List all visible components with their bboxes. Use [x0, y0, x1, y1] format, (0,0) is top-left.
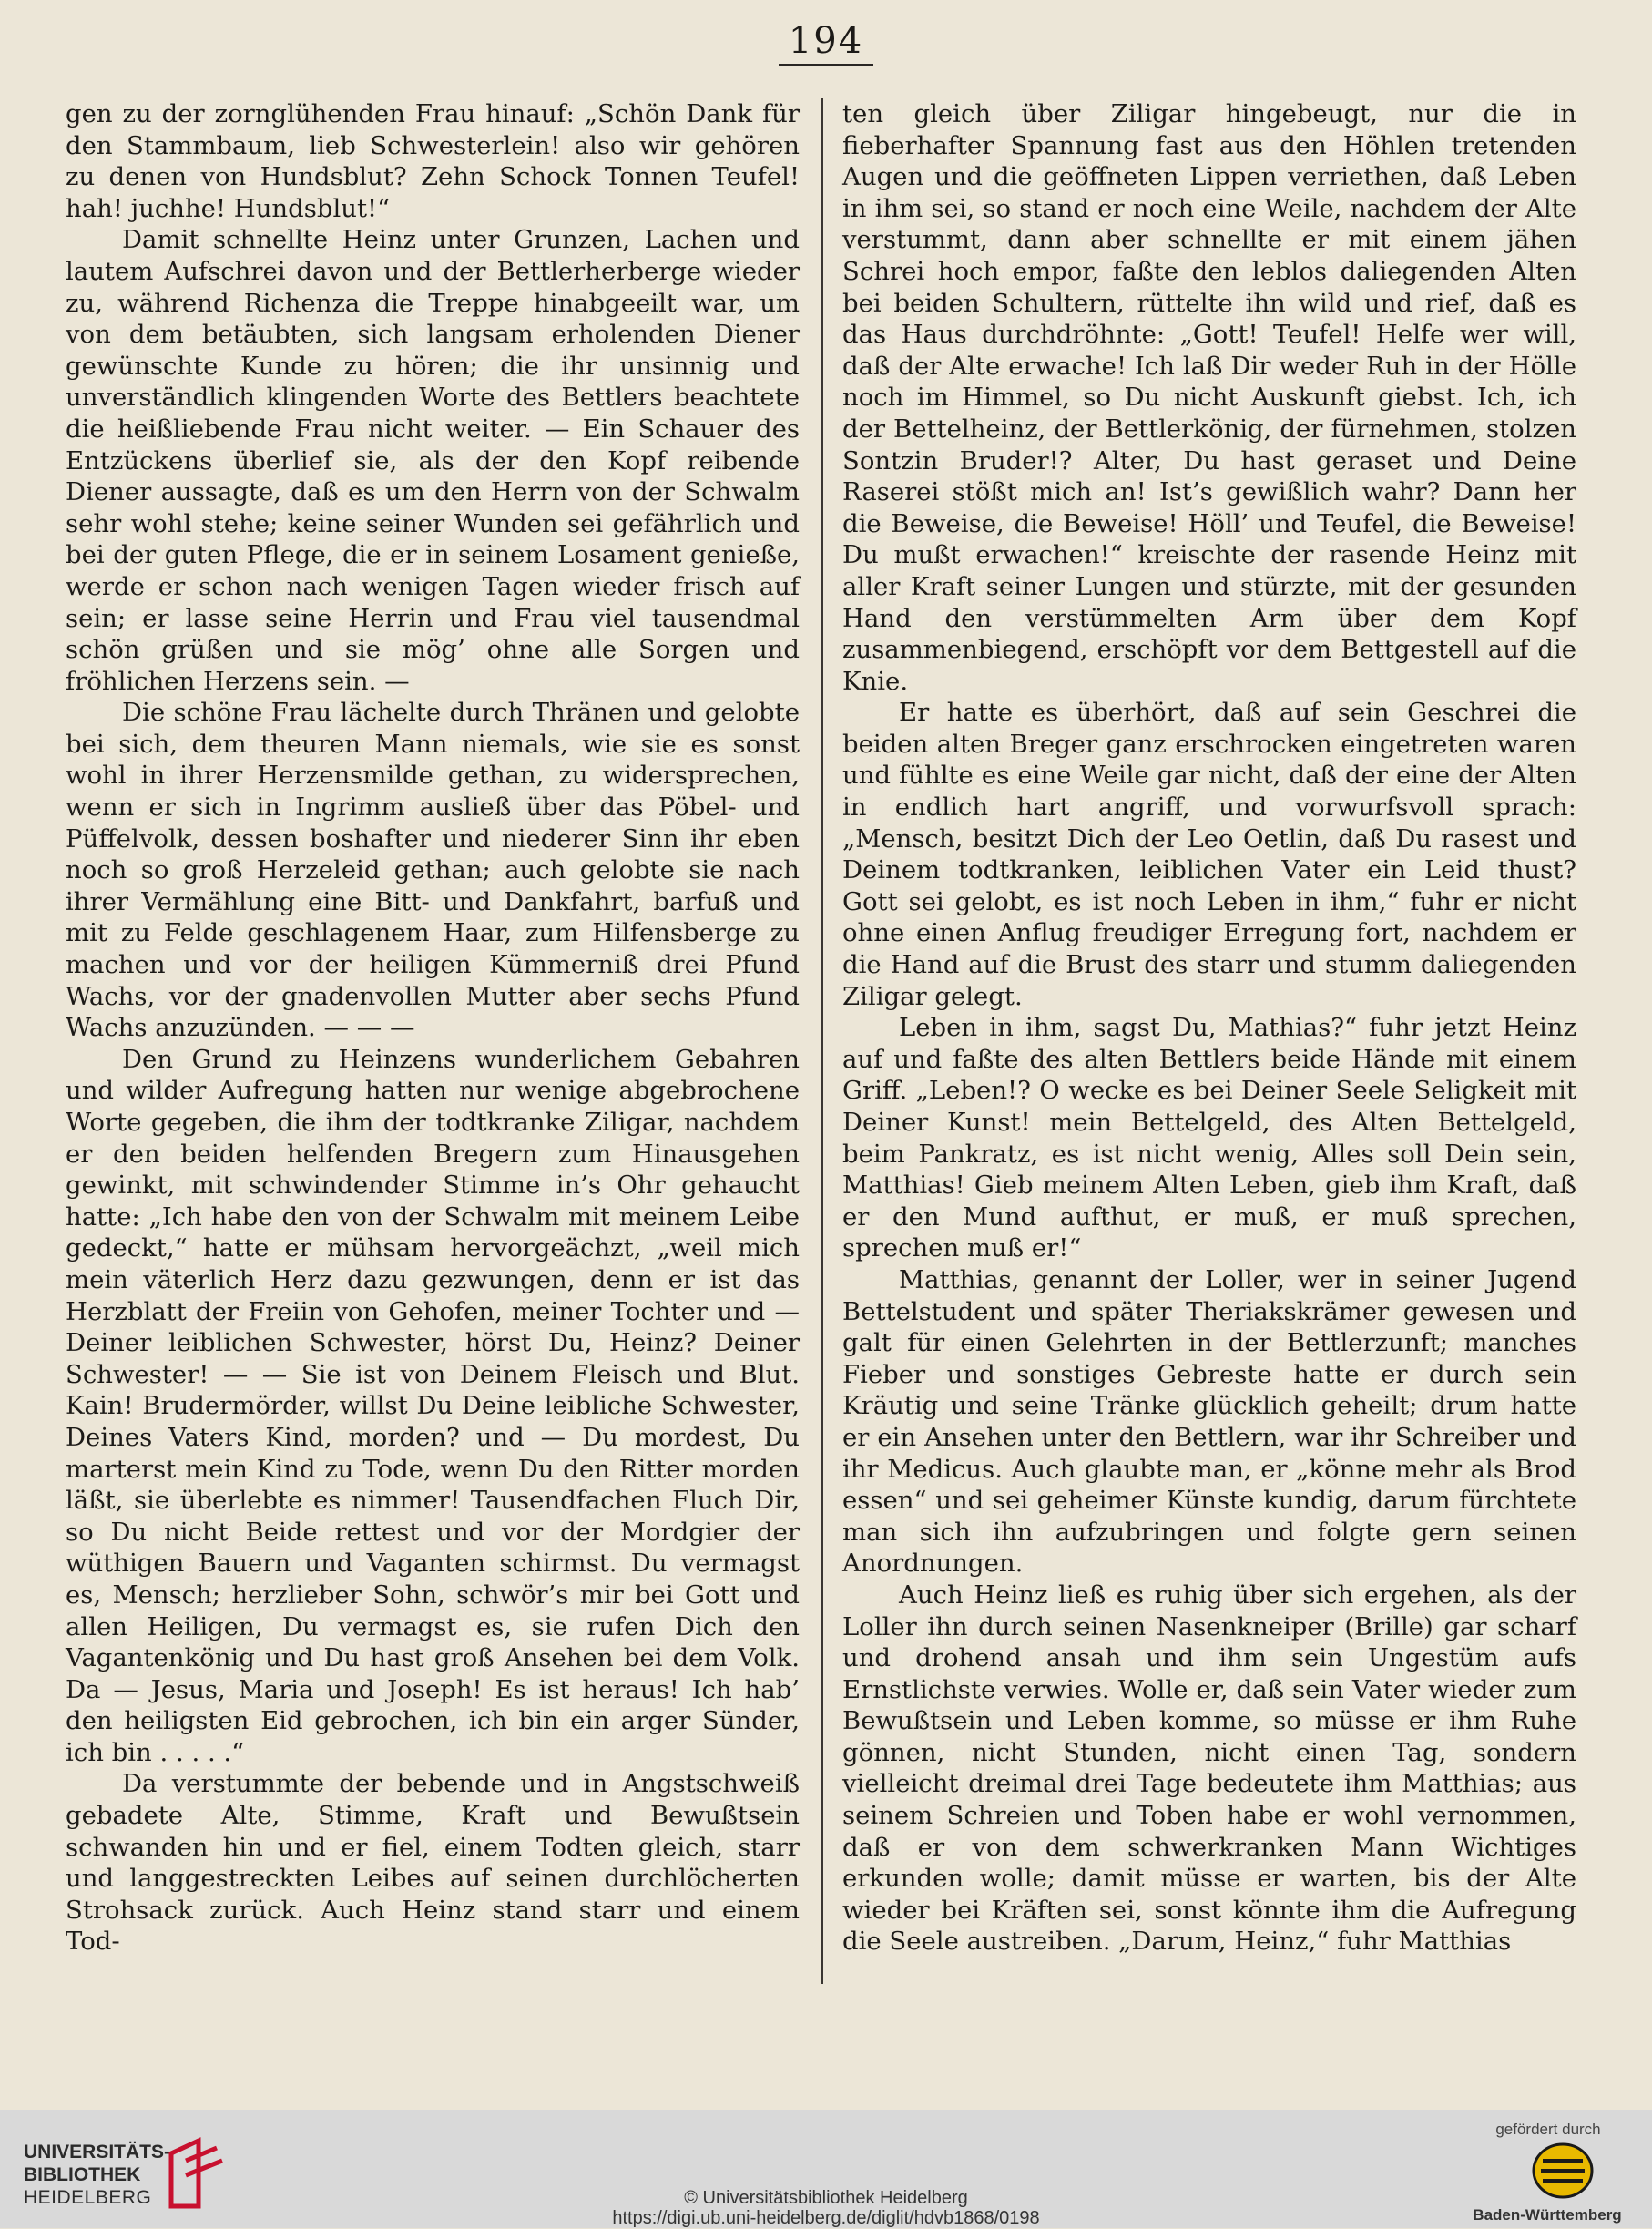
page-number: 194	[788, 20, 864, 62]
left-paragraph-1: gen zu der zornglühenden Frau hinauf: „Schön Dank für den Stammbaum, lieb Schwesterlein! also wir gehören zu denen von Hundsblut? Zehn Schock Tonnen Teufel! hah! juchhe! Hundsblut!“	[66, 99, 800, 223]
library-name-line3: HEIDELBERG	[24, 2187, 152, 2208]
left-paragraph-5: Da verstummte der bebende und in Angstschweiß gebadete Alte, Stimme, Kraft und Bewußtsein schwanden hin und er fiel, einem Todten gleich, starr und langgestreckten Leibes auf seinen durchlöcherten Strohsack zurück. Auch Heinz stand starr und einem Tod-	[66, 1769, 800, 1957]
funded-by-label: gefördert durch	[1495, 2121, 1601, 2138]
permalink-url[interactable]: https://digi.ub.uni-heidelberg.de/diglit/hdvb1868/0198	[612, 2208, 1040, 2228]
viewer-footer	[0, 2110, 1652, 2228]
right-paragraph-2: Er hatte es überhört, daß auf sein Geschrei die beiden alten Breger ganz erschrocken eingetreten waren und fühlte es eine Weile gar nicht, daß der eine der Alten in endlich hart angriff, und vorwurfsvoll sprach: „Mensch, besitzt Dich der Leo Oetlin, daß Du rasest und Deinem todtkranken, leiblichen Vater ein Leid thust? Gott sei gelobt, es ist noch Leben in ihm,“ fuhr er nicht ohne einen Anflug freudiger Erregung fort, nachdem er die Hand auf die Brust des starr und stumm daliegenden Ziligar gelegt.	[842, 698, 1576, 1011]
right-paragraph-4: Matthias, genannt der Loller, wer in seiner Jugend Bettelstudent und später Theriakskrämer gewesen und galt für einen Gelehrten in der Bettlerzunft; manches Fieber und sonstiges Gebreste hatte er durch sein Kräutig und seine Tränke glücklich geheilt; drum hatte er ein Ansehen unter den Bettlern, war ihr Schreiber und ihr Medicus. Auch glaubte man, er „könne mehr als Brod essen“ und sei geheimer Künste kundig, darum fürchtete man sich ihn aufzubringen und folgte gern seinen Anordnungen.	[842, 1264, 1576, 1579]
library-name-line1: UNIVERSITÄTS-	[24, 2142, 171, 2163]
column-divider	[821, 98, 823, 1984]
copyright-notice: © Universitätsbibliothek Heidelberg	[684, 2188, 968, 2208]
left-paragraph-3: Die schöne Frau lächelte durch Thränen und gelobte bei sich, dem theuren Mann niemals, wie sie es sonst wohl in ihrer Herzensmilde gethan, zu widersprechen, wenn er sich in Ingrimm ausließ über das Pöbel- und Püffelvolk, dessen boshafter und niederer Sinn ihr eben noch so groß Herzeleid gethan; auch gelobte sie nach ihrer Vermählung eine Bitt- und Dankfahrt, barfuß und mit zu Felde geschlagenem Haar, zum Hilfensberge zu machen und vor der heiligen Kümmerniß drei Pfund Wachs, vor der gnadenvollen Mutter aber sechs Pfund Wachs anzuzünden. — — —	[66, 698, 800, 1043]
right-paragraph-3: Leben in ihm, sagst Du, Mathias?“ fuhr jetzt Heinz auf und faßte des alten Bettlers beide Hände mit einem Griff. „Leben!? O wecke es bei Deiner Seele Seligkeit mit Deiner Kunst! mein Bettelgeld, des Alten Bettelgeld, beim Pankratz, es ist nicht wenig, Alles soll Dein sein, Matthias! Gieb meinem Alten Leben, gieb ihm Kraft, daß er den Mund aufthut, er muß, er muß sprechen, sprechen muß er!“	[842, 1013, 1576, 1263]
right-paragraph-5: Auch Heinz ließ es ruhig über sich ergehen, als der Loller ihn durch seinen Nasenkneiper (Brille) gar scharf und drohend ansah und ihm sein Ungestüm aufs Ernstlichste verwies. Wolle er, daß sein Vater wieder zum Bewußtsein und Leben komme, so müsse er ihm Ruhe gönnen, nicht Stunden, nicht einen Tag, sondern vielleicht dreimal drei Tage bedeutete ihm Matthias; aus seinem Schreien und Toben habe er wohl vernommen, daß er von dem schwerkranken Mann Wichtiges erkunden wolle; damit müsse er warten, bis der Alte wieder bei Kräften sei, sonst könnte ihm die Aufregung die Seele austreiben. „Darum, Heinz,“ fuhr Matthias	[842, 1580, 1576, 1957]
page-number-rule	[779, 64, 873, 66]
left-paragraph-2: Damit schnellte Heinz unter Grunzen, Lachen und lautem Aufschrei davon und der Bettlerherberge wieder zu, während Richenza die Treppe hinabgeeilt war, um von dem betäubten, sich langsam erholenden Diener gewünschte Kunde zu hören; die ihr unsinnig und unverständlich klingenden Worte des Bettlers beachtete die heißliebende Frau nicht weiter. — Ein Schauer des Entzückens überlief sie, als der den Kopf reibende Diener aussagte, daß es um den Herrn von der Schwalm sehr wohl stehe; keine seiner Wunden sei gefährlich und bei der guten Pflege, die er in seinem Losament genieße, werde er schon nach wenigen Tagen wieder frisch auf sein; er lasse seine Herrin und Frau viel tausendmal schön grüßen und sie mög’ ohne alle Sorgen und fröhlichen Herzens sein. —	[66, 225, 800, 696]
library-name-line2: BIBLIOTHEK	[24, 2164, 141, 2185]
left-paragraph-4: Den Grund zu Heinzens wunderlichem Gebahren und wilder Aufregung hatten nur wenige abgebrochene Worte gegeben, die ihm der todtkranke Ziligar, nachdem er den beiden helfenden Bregern zum Hinausgehen gewinkt, mit schwindender Stimme in’s Ohr gehaucht hatte: „Ich habe den von der Schwalm mit meinem Leibe gedeckt,“ hatte er mühsam hervorgeächzt, „weil mich mein väterlich Herz dazu gezwungen, denn er ist das Herzblatt der Freiin von Gehofen, meiner Tochter und — Deiner leiblichen Schwester, hörst Du, Heinz? Deiner Schwester! — — Sie ist von Deinem Fleisch und Blut. Kain! Brudermörder, willst Du Deine leibliche Schwester, Deines Vaters Kind, morden? und — Du mordest, Du marterst mein Kind zu Tode, wenn Du den Ritter morden läßt, sie überlebte es nimmer! Tausendfachen Fluch Dir, so Du nicht Beide rettest und vor der Mordgier der wüthigen Bauern und Vaganten schirmst. Du vermagst es, Mensch; herzlieber Sohn, schwör’s mir bei Gott und allen Heiligen, Du vermagst es, sie rufen Dich den Vagantenkönig und Du hast groß Ansehen bei dem Volk. Da — Jesus, Maria und Joseph! Es ist heraus! Ich hab’ den heiligsten Eid gebrochen, ich bin ein arger Sünder, ich bin . . . . .“	[66, 1044, 800, 1767]
right-text-column	[842, 98, 1576, 2002]
funder-label: Baden-Württemberg	[1473, 2206, 1622, 2224]
right-paragraph-1: ten gleich über Ziligar hingebeugt, nur die in fieberhafter Spannung fast aus den Höhlen tretenden Augen und die geöffneten Lippen verriethen, daß Leben in ihm sei, so stand er noch eine Weile, nachdem der Alte verstummt, dann aber schnellte er mit einem jähen Schrei hoch empor, faßte den leblos daliegenden Alten bei beiden Schultern, rüttelte ihn wild und rief, daß es das Haus durchdröhnte: „Gott! Teufel! Helfe wer will, daß der Alte erwache! Ich laß Dir weder Ruh in der Hölle noch im Himmel, so Du nicht Auskunft giebst. Ich, ich der Bettelheinz, der Bettlerkönig, der fürnehmen, stolzen Sontzin Bruder!? Alter, Du hast geraset und Deine Raserei stößt mich an! Ist’s gewißlich wahr? Dann her die Beweise, die Beweise! Höll’ und Teufel, die Beweise! Du mußt erwachen!“ kreischte der rasende Heinz mit aller Kraft seiner Lungen und stürzte, mit der gesunden Hand den verstümmelten Arm über dem Kopf zusammenbiegend, erschöpft vor dem Bettgestell auf die Knie.	[842, 99, 1576, 696]
left-text-column	[66, 98, 800, 2002]
baden-wuerttemberg-seal-icon	[1530, 2141, 1596, 2201]
